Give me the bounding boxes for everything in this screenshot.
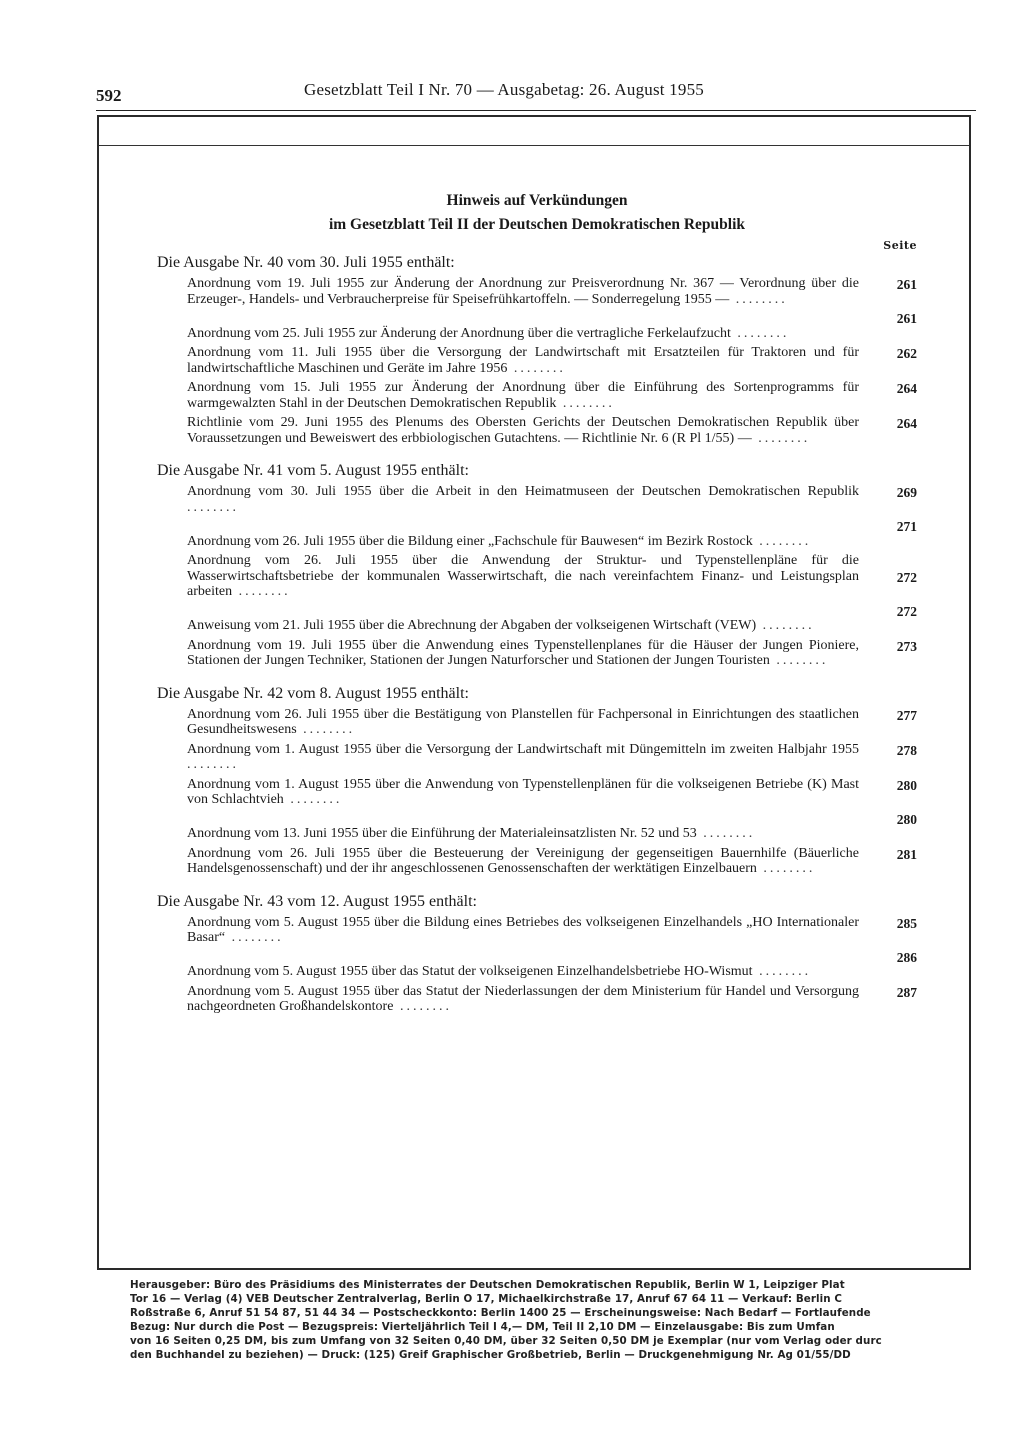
issue-heading: Die Ausgabe Nr. 40 vom 30. Juli 1955 enthält: [157,254,455,271]
issue-section [157,685,917,877]
entry-title [187,846,859,877]
entry-page-number: 281 [896,846,917,862]
toc-entry [187,311,917,341]
toc-entry [187,638,917,669]
entry-title [187,964,859,980]
entry-text: Anordnung vom 26. Juli 1955 über die Bildung einer „Fachschule für Bauwesen“ im Bezirk Rostock [187,533,753,549]
issue-heading: Die Ausgabe Nr. 42 vom 8. August 1955 enthält: [157,684,469,702]
entry-title [187,826,859,842]
toc-entry [187,345,917,376]
entry-text: Anordnung vom 19. Juli 1955 zur Änderung der Anordnung zur Preisverordnung Nr. 367 — Verordnung über die Erzeuger-, Handels- und Verbraucherpreise für Speisefrühkartoffeln. — Sonderregelung 1955 — [187,276,859,307]
toc-entry [187,950,917,980]
entry-page-number: 264 [896,381,917,396]
toc-entry [187,484,917,515]
toc-entry [187,380,917,411]
entry-text: Anweisung vom 21. Juli 1955 über die Abrechnung der Abgaben der volkseigenen Wirtschaft (VEW) [187,618,757,633]
entry-title [187,638,859,669]
toc-entry [187,777,917,808]
entry-title [187,534,859,550]
entry-text: Anordnung vom 5. August 1955 über das Statut der Niederlassungen der dem Ministerium für Handel und Versorgung nachgeordneten Großhandelskontore [187,983,859,1014]
entry-page-number: 277 [896,707,917,723]
toc-entry [187,553,917,600]
entry-text: Anordnung vom 5. August 1955 über die Bildung eines Betriebes des volkseigenen Einzelhandels „HO Internationaler Basar“ [187,914,859,945]
entry-page-number: 278 [896,742,917,758]
entry-title [187,707,859,738]
entry-page-number: 280 [896,777,917,793]
dot-leader: ........ [556,395,615,411]
entry-text: Anordnung vom 19. Juli 1955 über die Anwendung eines Typenstellenplanes für die Häuser der Jungen Pioniere, Stationen der Jungen Techniker, Stationen der Jungen Naturforscher und Stationen der Jungen Touristen [187,637,859,668]
toc-entry [187,984,917,1015]
toc-entry [187,415,917,446]
notice-title [157,189,917,237]
entry-text: Anordnung vom 26. Juli 1955 über die Bestätigung von Planstellen für Fachpersonal in Einrichtungen des staatlichen Gesundheitswesens [187,706,859,737]
entry-page-number: 287 [896,984,917,1000]
entry-title [187,742,859,773]
imprint-footer [130,1278,1010,1362]
notice-frame [97,115,971,1270]
notice-title-line2: im Gesetzblatt Teil II der Deutschen Demokratischen Republik [328,216,746,233]
dot-leader: ........ [393,999,452,1014]
footer-line-4: Bezug: Nur durch die Post — Bezugspreis: Vierteljährlich Teil I 4,— DM, Teil II 2,10 DM — Einzelausgabe: Bis zum Umfan [130,1321,835,1333]
entry-page-number: 272 [896,603,917,619]
toc-entry [187,519,917,549]
entry-text: Richtlinie vom 29. Juni 1955 des Plenums des Obersten Gerichts der Deutschen Demokratischen Republik über Voraussetzungen und Beweiswert des erbbiologischen Gutachtens. — Richtlinie Nr. 6 (R Pl 1/55) — [187,415,859,446]
toc-entry [187,846,917,877]
dot-leader: ........ [729,291,788,307]
dot-leader: ........ [752,533,812,549]
frame-inner-rule [99,145,969,146]
page-header [96,78,976,112]
entry-title [187,415,859,446]
entry-text: Anordnung vom 26. Juli 1955 über die Anwendung der Struktur- und Typenstellenpläne für die Wasserwirtschaftsbetriebe der kommunalen Wasserwirtschaft, die nach vereinfachtem Finanz- und Leistungsplan arbeiten [187,553,859,599]
entry-text: Anordnung vom 1. August 1955 über die Anwendung von Typenstellenplänen für die volkseigenen Betriebe (K) Mast von Schlachtvieh [187,776,859,807]
entry-text: Anordnung vom 25. Juli 1955 zur Änderung der Anordnung über die vertragliche Ferkelaufzucht [187,325,731,341]
entry-title [187,618,859,634]
entry-title [187,984,859,1015]
page-column-label: Seite [883,239,917,252]
entry-page-number: 261 [896,311,917,326]
dot-leader: ........ [232,584,291,599]
toc-entry [187,276,917,307]
entry-title [187,553,859,600]
footer-line-6: den Buchhandel zu beziehen) — Druck: (125) Greif Graphischer Großbetrieb, Berlin — Druckgenehmigung Nr. Ag 01/55/DD [130,1349,851,1361]
dot-leader: ........ [751,430,811,446]
dot-leader: ........ [283,792,343,807]
footer-line-5: von 16 Seiten 0,25 DM, bis zum Umfang von 32 Seiten 0,40 DM, über 32 Seiten 0,50 DM je Exemplar (nur vom Verlag oder durc [130,1335,882,1347]
entry-text: Anordnung vom 30. Juli 1955 über die Arbeit in den Heimatmuseen der Deutschen Demokratischen Republik [187,484,859,499]
entry-text: Anordnung vom 15. Juli 1955 zur Änderung der Anordnung über die Einführung des Sortenprogramms für warmgewalzten Stahl in der Deutschen Demokratischen Republik [187,380,859,411]
dot-leader: ........ [752,964,812,979]
dot-leader: ........ [225,930,284,945]
issue-section [157,254,917,446]
issues-list [157,254,917,1015]
dot-leader: ........ [187,499,239,515]
entry-page-number: 286 [896,949,917,965]
entry-title [187,915,859,946]
dot-leader: ........ [507,360,566,376]
entry-text: Anordnung vom 1. August 1955 über die Versorgung der Landwirtschaft mit Düngemitteln im zweiten Halbjahr 1955 [187,741,859,757]
entry-title [187,276,859,307]
entry-title [187,380,859,411]
entry-page-number: 285 [896,915,917,931]
dot-leader: ........ [696,826,756,841]
entry-page-number: 269 [896,485,917,500]
entry-page-number: 280 [896,811,917,827]
issue-heading: Die Ausgabe Nr. 43 vom 12. August 1955 enthält: [157,892,477,910]
entry-text: Anordnung vom 26. Juli 1955 über die Besteuerung der Vereinigung der gegenseitigen Bauernhilfe (Bäuerliche Handelsgenossenschaft) und der ihr angeschlossenen Genossenschaften der werktätigen Einzelbauern [187,845,859,876]
entry-page-number: 264 [896,416,917,431]
issue-section [157,462,917,669]
footer-line-1: Herausgeber: Büro des Präsidiums des Ministerrates der Deutschen Demokratischen Republik, Berlin W 1, Leipziger Plat [130,1279,845,1291]
toc-entry [187,812,917,842]
footer-line-3: Roßstraße 6, Anruf 51 54 87, 51 44 34 — Postscheckkonto: Berlin 1400 25 — Erscheinungsweise: Nach Bedarf — Fortlaufende [130,1307,871,1319]
entry-text: Anordnung vom 11. Juli 1955 über die Versorgung der Landwirtschaft mit Ersatzteilen für Traktoren und für landwirtschaftliche Maschinen und Geräte im Jahre 1956 [187,345,859,376]
dot-leader: ........ [296,722,356,737]
running-title: Gesetzblatt Teil I Nr. 70 — Ausgabetag: 26. August 1955 [304,80,704,99]
dot-leader: ........ [730,325,790,341]
dot-leader: ........ [187,757,239,772]
page-number: 592 [96,86,122,105]
header-rule [96,110,976,111]
issue-section [157,893,917,1015]
entry-page-number: 272 [896,569,917,585]
toc-entry [187,742,917,773]
entry-title [187,326,859,342]
entry-title [187,777,859,808]
notice-content [157,189,917,1019]
entry-page-number: 261 [896,277,917,292]
footer-line-2: Tor 16 — Verlag (4) VEB Deutscher Zentralverlag, Berlin O 17, Michaelkirchstraße 17, Anruf 67 64 11 — Verkauf: Berlin C [130,1293,843,1305]
entry-title [187,345,859,376]
dot-leader: ........ [756,618,815,633]
entry-page-number: 271 [896,519,917,534]
toc-entry [187,604,917,634]
entry-page-number: 273 [896,638,917,654]
issue-heading: Die Ausgabe Nr. 41 vom 5. August 1955 enthält: [157,462,469,479]
entry-page-number: 262 [896,346,917,361]
entry-text: Anordnung vom 5. August 1955 über das Statut der volkseigenen Einzelhandelsbetriebe HO-Wismut [187,964,753,979]
entry-title [187,484,859,515]
toc-entry [187,915,917,946]
entry-text: Anordnung vom 13. Juni 1955 über die Einführung der Materialeinsatzlisten Nr. 52 und 53 [187,826,697,841]
toc-entry [187,707,917,738]
dot-leader: ........ [756,861,816,876]
notice-title-line1: Hinweis auf Verkündungen [446,192,628,209]
dot-leader: ........ [769,653,829,668]
